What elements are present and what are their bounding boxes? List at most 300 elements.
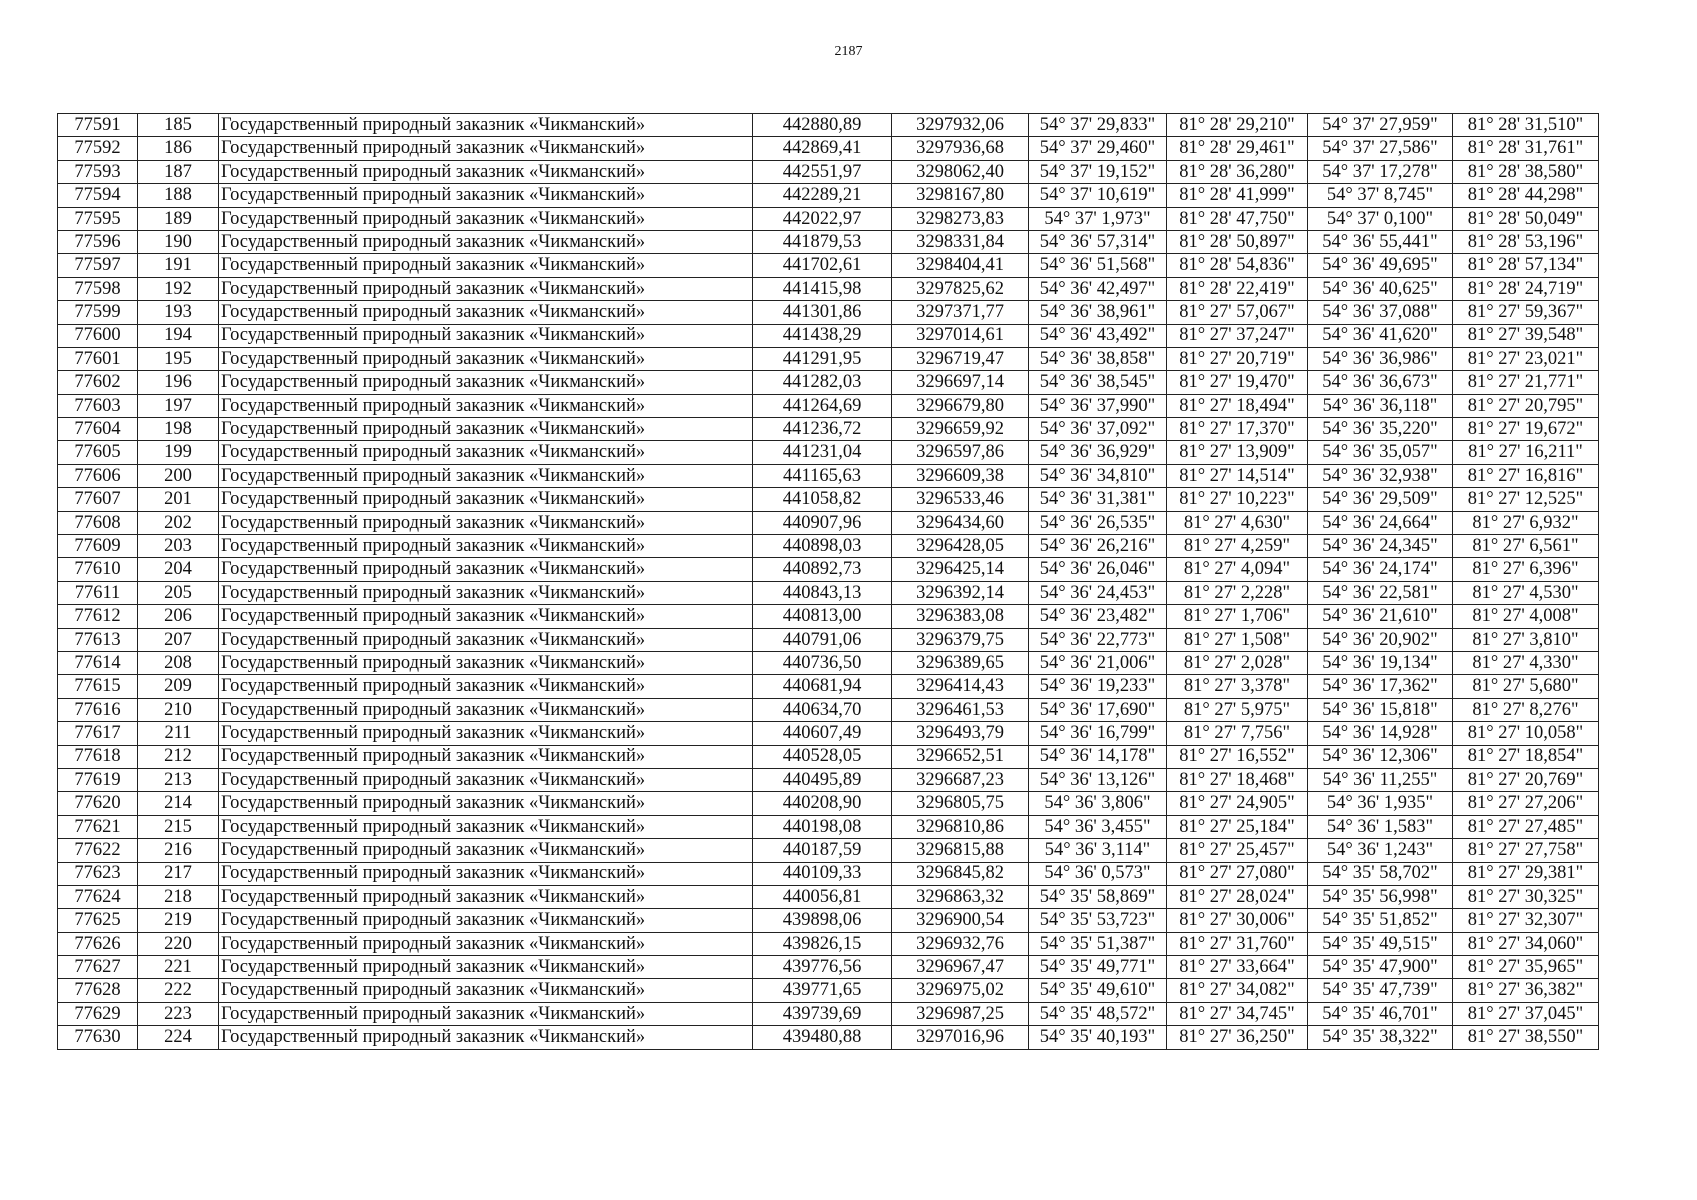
cell-longitude-1: 81° 27' 34,082": [1167, 979, 1308, 1002]
cell-record-id: 77629: [58, 1002, 138, 1025]
cell-longitude-2: 81° 27' 38,550": [1453, 1026, 1599, 1049]
cell-coord-y: 3296609,38: [892, 464, 1029, 487]
table-row: [58, 558, 1599, 581]
cell-latitude-1: 54° 36' 26,216": [1029, 535, 1167, 558]
cell-latitude-1: 54° 36' 37,092": [1029, 418, 1167, 441]
table-row: [58, 932, 1599, 955]
table-row: [58, 628, 1599, 651]
cell-longitude-1: 81° 27' 16,552": [1167, 745, 1308, 768]
cell-record-id: 77616: [58, 698, 138, 721]
cell-latitude-1: 54° 36' 26,535": [1029, 511, 1167, 534]
cell-coord-x: 441415,98: [753, 277, 892, 300]
cell-reserve-name: Государственный природный заказник «Чикманский»: [219, 347, 753, 370]
cell-reserve-name: Государственный природный заказник «Чикманский»: [219, 792, 753, 815]
cell-longitude-2: 81° 27' 6,396": [1453, 558, 1599, 581]
cell-coord-y: 3296493,79: [892, 722, 1029, 745]
cell-coord-x: 440791,06: [753, 628, 892, 651]
cell-longitude-1: 81° 27' 1,706": [1167, 605, 1308, 628]
cell-longitude-2: 81° 27' 27,758": [1453, 839, 1599, 862]
cell-point-number: 215: [138, 815, 219, 838]
cell-point-number: 193: [138, 301, 219, 324]
cell-longitude-2: 81° 27' 27,206": [1453, 792, 1599, 815]
cell-coord-y: 3296659,92: [892, 418, 1029, 441]
cell-point-number: 211: [138, 722, 219, 745]
cell-reserve-name: Государственный природный заказник «Чикманский»: [219, 114, 753, 137]
cell-point-number: 185: [138, 114, 219, 137]
table-row: [58, 371, 1599, 394]
cell-latitude-2: 54° 36' 24,345": [1308, 535, 1453, 558]
cell-latitude-2: 54° 36' 41,620": [1308, 324, 1453, 347]
cell-coord-x: 440898,03: [753, 535, 892, 558]
cell-longitude-2: 81° 27' 29,381": [1453, 862, 1599, 885]
cell-latitude-2: 54° 37' 27,959": [1308, 114, 1453, 137]
cell-longitude-1: 81° 28' 36,280": [1167, 160, 1308, 183]
cell-point-number: 198: [138, 418, 219, 441]
cell-latitude-2: 54° 36' 12,306": [1308, 745, 1453, 768]
cell-latitude-2: 54° 36' 49,695": [1308, 254, 1453, 277]
table-row: [58, 675, 1599, 698]
cell-record-id: 77596: [58, 230, 138, 253]
cell-coord-y: 3296679,80: [892, 394, 1029, 417]
cell-coord-y: 3296392,14: [892, 581, 1029, 604]
cell-longitude-1: 81° 27' 24,905": [1167, 792, 1308, 815]
cell-point-number: 204: [138, 558, 219, 581]
cell-latitude-2: 54° 36' 35,057": [1308, 441, 1453, 464]
cell-record-id: 77613: [58, 628, 138, 651]
cell-longitude-1: 81° 27' 14,514": [1167, 464, 1308, 487]
cell-latitude-1: 54° 36' 22,773": [1029, 628, 1167, 651]
cell-longitude-2: 81° 27' 36,382": [1453, 979, 1599, 1002]
cell-coord-y: 3296987,25: [892, 1002, 1029, 1025]
cell-latitude-2: 54° 36' 1,935": [1308, 792, 1453, 815]
cell-coord-y: 3297014,61: [892, 324, 1029, 347]
cell-coord-y: 3297016,96: [892, 1026, 1029, 1049]
table-row: [58, 979, 1599, 1002]
cell-reserve-name: Государственный природный заказник «Чикманский»: [219, 558, 753, 581]
cell-coord-x: 440109,33: [753, 862, 892, 885]
cell-latitude-1: 54° 36' 17,690": [1029, 698, 1167, 721]
cell-latitude-1: 54° 37' 10,619": [1029, 184, 1167, 207]
cell-latitude-2: 54° 37' 0,100": [1308, 207, 1453, 230]
cell-record-id: 77608: [58, 511, 138, 534]
cell-reserve-name: Государственный природный заказник «Чикманский»: [219, 722, 753, 745]
cell-coord-y: 3296697,14: [892, 371, 1029, 394]
cell-latitude-2: 54° 36' 36,986": [1308, 347, 1453, 370]
table-row: [58, 207, 1599, 230]
cell-coord-y: 3296597,86: [892, 441, 1029, 464]
cell-record-id: 77603: [58, 394, 138, 417]
cell-latitude-2: 54° 36' 24,174": [1308, 558, 1453, 581]
cell-latitude-1: 54° 37' 19,152": [1029, 160, 1167, 183]
cell-point-number: 186: [138, 137, 219, 160]
cell-longitude-2: 81° 27' 59,367": [1453, 301, 1599, 324]
cell-coord-y: 3296975,02: [892, 979, 1029, 1002]
cell-coord-x: 439480,88: [753, 1026, 892, 1049]
cell-coord-y: 3298273,83: [892, 207, 1029, 230]
cell-latitude-1: 54° 36' 57,314": [1029, 230, 1167, 253]
cell-coord-y: 3296810,86: [892, 815, 1029, 838]
cell-point-number: 194: [138, 324, 219, 347]
cell-longitude-2: 81° 27' 16,211": [1453, 441, 1599, 464]
cell-record-id: 77625: [58, 909, 138, 932]
cell-reserve-name: Государственный природный заказник «Чикманский»: [219, 137, 753, 160]
cell-latitude-1: 54° 36' 31,381": [1029, 488, 1167, 511]
cell-coord-x: 440813,00: [753, 605, 892, 628]
cell-record-id: 77594: [58, 184, 138, 207]
cell-latitude-2: 54° 36' 24,664": [1308, 511, 1453, 534]
cell-point-number: 191: [138, 254, 219, 277]
cell-latitude-1: 54° 37' 1,973": [1029, 207, 1167, 230]
cell-coord-x: 439826,15: [753, 932, 892, 955]
cell-record-id: 77618: [58, 745, 138, 768]
cell-point-number: 219: [138, 909, 219, 932]
cell-longitude-1: 81° 27' 34,745": [1167, 1002, 1308, 1025]
cell-coord-y: 3296967,47: [892, 956, 1029, 979]
cell-latitude-2: 54° 35' 47,739": [1308, 979, 1453, 1002]
cell-latitude-1: 54° 36' 24,453": [1029, 581, 1167, 604]
cell-coord-x: 441264,69: [753, 394, 892, 417]
cell-longitude-1: 81° 27' 31,760": [1167, 932, 1308, 955]
cell-latitude-1: 54° 36' 0,573": [1029, 862, 1167, 885]
cell-coord-y: 3296719,47: [892, 347, 1029, 370]
cell-reserve-name: Государственный природный заказник «Чикманский»: [219, 277, 753, 300]
cell-latitude-1: 54° 36' 26,046": [1029, 558, 1167, 581]
cell-latitude-2: 54° 36' 17,362": [1308, 675, 1453, 698]
cell-coord-y: 3296425,14: [892, 558, 1029, 581]
cell-point-number: 218: [138, 885, 219, 908]
cell-longitude-1: 81° 28' 54,836": [1167, 254, 1308, 277]
cell-coord-x: 442880,89: [753, 114, 892, 137]
cell-latitude-2: 54° 35' 46,701": [1308, 1002, 1453, 1025]
cell-point-number: 203: [138, 535, 219, 558]
cell-reserve-name: Государственный природный заказник «Чикманский»: [219, 394, 753, 417]
cell-coord-y: 3296863,32: [892, 885, 1029, 908]
cell-latitude-1: 54° 36' 38,961": [1029, 301, 1167, 324]
cell-point-number: 200: [138, 464, 219, 487]
table-row: [58, 909, 1599, 932]
cell-longitude-1: 81° 27' 19,470": [1167, 371, 1308, 394]
cell-latitude-2: 54° 35' 38,322": [1308, 1026, 1453, 1049]
table-row: [58, 301, 1599, 324]
cell-coord-x: 440843,13: [753, 581, 892, 604]
table-row: [58, 768, 1599, 791]
cell-record-id: 77611: [58, 581, 138, 604]
cell-coord-x: 440634,70: [753, 698, 892, 721]
cell-longitude-2: 81° 27' 20,769": [1453, 768, 1599, 791]
cell-latitude-1: 54° 37' 29,833": [1029, 114, 1167, 137]
cell-reserve-name: Государственный природный заказник «Чикманский»: [219, 160, 753, 183]
cell-coord-x: 440681,94: [753, 675, 892, 698]
cell-longitude-2: 81° 27' 5,680": [1453, 675, 1599, 698]
table-row: [58, 488, 1599, 511]
cell-reserve-name: Государственный природный заказник «Чикманский»: [219, 254, 753, 277]
page-number: 2187: [834, 44, 863, 59]
cell-latitude-2: 54° 35' 49,515": [1308, 932, 1453, 955]
cell-record-id: 77605: [58, 441, 138, 464]
cell-reserve-name: Государственный природный заказник «Чикманский»: [219, 207, 753, 230]
cell-longitude-1: 81° 27' 18,494": [1167, 394, 1308, 417]
cell-latitude-2: 54° 37' 8,745": [1308, 184, 1453, 207]
table-row: [58, 792, 1599, 815]
cell-point-number: 202: [138, 511, 219, 534]
cell-point-number: 196: [138, 371, 219, 394]
cell-point-number: 221: [138, 956, 219, 979]
cell-coord-x: 440187,59: [753, 839, 892, 862]
cell-record-id: 77597: [58, 254, 138, 277]
cell-reserve-name: Государственный природный заказник «Чикманский»: [219, 371, 753, 394]
cell-point-number: 189: [138, 207, 219, 230]
cell-longitude-2: 81° 27' 3,810": [1453, 628, 1599, 651]
table-row: [58, 956, 1599, 979]
cell-coord-x: 439776,56: [753, 956, 892, 979]
cell-longitude-2: 81° 27' 21,771": [1453, 371, 1599, 394]
cell-latitude-1: 54° 37' 29,460": [1029, 137, 1167, 160]
cell-longitude-2: 81° 27' 35,965": [1453, 956, 1599, 979]
cell-latitude-2: 54° 36' 35,220": [1308, 418, 1453, 441]
cell-latitude-2: 54° 36' 1,243": [1308, 839, 1453, 862]
table-row: [58, 722, 1599, 745]
cell-latitude-1: 54° 36' 3,114": [1029, 839, 1167, 862]
cell-reserve-name: Государственный природный заказник «Чикманский»: [219, 464, 753, 487]
cell-reserve-name: Государственный природный заказник «Чикманский»: [219, 768, 753, 791]
cell-longitude-2: 81° 27' 6,932": [1453, 511, 1599, 534]
cell-point-number: 216: [138, 839, 219, 862]
table-row: [58, 698, 1599, 721]
cell-record-id: 77612: [58, 605, 138, 628]
cell-record-id: 77610: [58, 558, 138, 581]
cell-record-id: 77601: [58, 347, 138, 370]
cell-coord-x: 440198,08: [753, 815, 892, 838]
cell-latitude-1: 54° 36' 13,126": [1029, 768, 1167, 791]
cell-longitude-1: 81° 28' 41,999": [1167, 184, 1308, 207]
cell-coord-y: 3296461,53: [892, 698, 1029, 721]
cell-point-number: 209: [138, 675, 219, 698]
cell-coord-x: 440208,90: [753, 792, 892, 815]
cell-latitude-1: 54° 35' 51,387": [1029, 932, 1167, 955]
cell-record-id: 77615: [58, 675, 138, 698]
table-row: [58, 885, 1599, 908]
cell-latitude-2: 54° 36' 20,902": [1308, 628, 1453, 651]
cell-reserve-name: Государственный природный заказник «Чикманский»: [219, 301, 753, 324]
cell-coord-x: 441291,95: [753, 347, 892, 370]
table-row: [58, 1002, 1599, 1025]
cell-longitude-1: 81° 27' 28,024": [1167, 885, 1308, 908]
cell-latitude-2: 54° 36' 40,625": [1308, 277, 1453, 300]
cell-coord-y: 3296533,46: [892, 488, 1029, 511]
cell-longitude-2: 81° 27' 12,525": [1453, 488, 1599, 511]
cell-longitude-2: 81° 27' 6,561": [1453, 535, 1599, 558]
cell-latitude-1: 54° 36' 34,810": [1029, 464, 1167, 487]
cell-record-id: 77595: [58, 207, 138, 230]
table-row: [58, 394, 1599, 417]
table-row: [58, 745, 1599, 768]
cell-longitude-1: 81° 27' 17,370": [1167, 418, 1308, 441]
cell-longitude-2: 81° 28' 24,719": [1453, 277, 1599, 300]
cell-point-number: 213: [138, 768, 219, 791]
cell-record-id: 77607: [58, 488, 138, 511]
table-body: [58, 114, 1599, 1050]
cell-longitude-1: 81° 27' 25,457": [1167, 839, 1308, 862]
cell-coord-y: 3296434,60: [892, 511, 1029, 534]
cell-longitude-2: 81° 27' 16,816": [1453, 464, 1599, 487]
cell-longitude-1: 81° 27' 20,719": [1167, 347, 1308, 370]
cell-point-number: 212: [138, 745, 219, 768]
cell-coord-y: 3298167,80: [892, 184, 1029, 207]
cell-longitude-1: 81° 28' 29,461": [1167, 137, 1308, 160]
cell-longitude-1: 81° 27' 5,975": [1167, 698, 1308, 721]
cell-coord-y: 3296652,51: [892, 745, 1029, 768]
table-row: [58, 230, 1599, 253]
cell-longitude-1: 81° 27' 4,094": [1167, 558, 1308, 581]
cell-latitude-1: 54° 35' 49,771": [1029, 956, 1167, 979]
cell-point-number: 220: [138, 932, 219, 955]
cell-coord-y: 3298062,40: [892, 160, 1029, 183]
cell-latitude-2: 54° 36' 32,938": [1308, 464, 1453, 487]
cell-longitude-1: 81° 27' 30,006": [1167, 909, 1308, 932]
cell-point-number: 222: [138, 979, 219, 1002]
cell-longitude-2: 81° 28' 44,298": [1453, 184, 1599, 207]
cell-coord-x: 440736,50: [753, 651, 892, 674]
cell-latitude-2: 54° 36' 37,088": [1308, 301, 1453, 324]
cell-coord-y: 3296383,08: [892, 605, 1029, 628]
cell-reserve-name: Государственный природный заказник «Чикманский»: [219, 441, 753, 464]
cell-point-number: 210: [138, 698, 219, 721]
cell-point-number: 223: [138, 1002, 219, 1025]
cell-latitude-2: 54° 36' 15,818": [1308, 698, 1453, 721]
cell-latitude-1: 54° 36' 38,858": [1029, 347, 1167, 370]
cell-longitude-1: 81° 27' 25,184": [1167, 815, 1308, 838]
table-row: [58, 651, 1599, 674]
cell-record-id: 77609: [58, 535, 138, 558]
cell-latitude-1: 54° 36' 51,568": [1029, 254, 1167, 277]
table-row: [58, 254, 1599, 277]
cell-longitude-2: 81° 27' 18,854": [1453, 745, 1599, 768]
cell-latitude-1: 54° 36' 42,497": [1029, 277, 1167, 300]
cell-reserve-name: Государственный природный заказник «Чикманский»: [219, 839, 753, 862]
cell-coord-y: 3296932,76: [892, 932, 1029, 955]
cell-longitude-2: 81° 27' 23,021": [1453, 347, 1599, 370]
cell-coord-x: 441879,53: [753, 230, 892, 253]
cell-latitude-2: 54° 36' 36,118": [1308, 394, 1453, 417]
cell-coord-y: 3297936,68: [892, 137, 1029, 160]
cell-coord-x: 441702,61: [753, 254, 892, 277]
cell-record-id: 77628: [58, 979, 138, 1002]
cell-latitude-1: 54° 36' 3,455": [1029, 815, 1167, 838]
cell-point-number: 187: [138, 160, 219, 183]
cell-longitude-1: 81° 27' 2,028": [1167, 651, 1308, 674]
cell-longitude-2: 81° 28' 31,510": [1453, 114, 1599, 137]
cell-reserve-name: Государственный природный заказник «Чикманский»: [219, 488, 753, 511]
cell-record-id: 77602: [58, 371, 138, 394]
cell-longitude-2: 81° 28' 57,134": [1453, 254, 1599, 277]
cell-longitude-1: 81° 27' 1,508": [1167, 628, 1308, 651]
cell-latitude-2: 54° 35' 56,998": [1308, 885, 1453, 908]
cell-record-id: 77624: [58, 885, 138, 908]
cell-latitude-2: 54° 37' 17,278": [1308, 160, 1453, 183]
cell-latitude-1: 54° 36' 38,545": [1029, 371, 1167, 394]
cell-coord-x: 441165,63: [753, 464, 892, 487]
cell-longitude-2: 81° 28' 38,580": [1453, 160, 1599, 183]
table-row: [58, 862, 1599, 885]
table-row: [58, 1026, 1599, 1049]
cell-longitude-2: 81° 27' 39,548": [1453, 324, 1599, 347]
cell-latitude-1: 54° 36' 16,799": [1029, 722, 1167, 745]
cell-record-id: 77627: [58, 956, 138, 979]
table-row: [58, 511, 1599, 534]
cell-longitude-1: 81° 27' 4,259": [1167, 535, 1308, 558]
cell-latitude-2: 54° 36' 14,928": [1308, 722, 1453, 745]
table-row: [58, 418, 1599, 441]
cell-latitude-2: 54° 36' 36,673": [1308, 371, 1453, 394]
cell-record-id: 77619: [58, 768, 138, 791]
cell-latitude-2: 54° 36' 22,581": [1308, 581, 1453, 604]
cell-longitude-1: 81° 27' 27,080": [1167, 862, 1308, 885]
cell-latitude-2: 54° 36' 29,509": [1308, 488, 1453, 511]
cell-longitude-2: 81° 27' 10,058": [1453, 722, 1599, 745]
table-row: [58, 441, 1599, 464]
cell-coord-x: 439739,69: [753, 1002, 892, 1025]
cell-latitude-2: 54° 36' 1,583": [1308, 815, 1453, 838]
cell-point-number: 188: [138, 184, 219, 207]
cell-latitude-2: 54° 35' 47,900": [1308, 956, 1453, 979]
cell-point-number: 197: [138, 394, 219, 417]
cell-coord-x: 441058,82: [753, 488, 892, 511]
cell-latitude-1: 54° 36' 23,482": [1029, 605, 1167, 628]
cell-coord-y: 3296379,75: [892, 628, 1029, 651]
cell-longitude-1: 81° 27' 37,247": [1167, 324, 1308, 347]
cell-point-number: 205: [138, 581, 219, 604]
cell-longitude-2: 81° 27' 30,325": [1453, 885, 1599, 908]
cell-point-number: 224: [138, 1026, 219, 1049]
cell-reserve-name: Государственный природный заказник «Чикманский»: [219, 698, 753, 721]
cell-coord-y: 3296389,65: [892, 651, 1029, 674]
table-row: [58, 184, 1599, 207]
cell-coord-x: 441301,86: [753, 301, 892, 324]
cell-coord-y: 3296414,43: [892, 675, 1029, 698]
cell-coord-y: 3298404,41: [892, 254, 1029, 277]
cell-point-number: 199: [138, 441, 219, 464]
cell-coord-x: 440607,49: [753, 722, 892, 745]
cell-coord-x: 441231,04: [753, 441, 892, 464]
cell-latitude-1: 54° 35' 49,610": [1029, 979, 1167, 1002]
cell-point-number: 201: [138, 488, 219, 511]
cell-longitude-2: 81° 27' 4,530": [1453, 581, 1599, 604]
cell-record-id: 77593: [58, 160, 138, 183]
cell-coord-x: 440495,89: [753, 768, 892, 791]
cell-longitude-2: 81° 27' 27,485": [1453, 815, 1599, 838]
cell-longitude-2: 81° 27' 37,045": [1453, 1002, 1599, 1025]
cell-longitude-1: 81° 28' 47,750": [1167, 207, 1308, 230]
cell-coord-x: 442551,97: [753, 160, 892, 183]
cell-reserve-name: Государственный природный заказник «Чикманский»: [219, 535, 753, 558]
cell-latitude-1: 54° 35' 40,193": [1029, 1026, 1167, 1049]
cell-coord-x: 440907,96: [753, 511, 892, 534]
cell-reserve-name: Государственный природный заказник «Чикманский»: [219, 815, 753, 838]
cell-longitude-2: 81° 27' 19,672": [1453, 418, 1599, 441]
cell-longitude-1: 81° 27' 2,228": [1167, 581, 1308, 604]
cell-reserve-name: Государственный природный заказник «Чикманский»: [219, 324, 753, 347]
cell-longitude-2: 81° 28' 31,761": [1453, 137, 1599, 160]
cell-coord-y: 3296687,23: [892, 768, 1029, 791]
cell-latitude-1: 54° 36' 3,806": [1029, 792, 1167, 815]
cell-point-number: 192: [138, 277, 219, 300]
table-row: [58, 605, 1599, 628]
cell-longitude-1: 81° 27' 4,630": [1167, 511, 1308, 534]
cell-record-id: 77630: [58, 1026, 138, 1049]
cell-latitude-2: 54° 36' 11,255": [1308, 768, 1453, 791]
table-row: [58, 815, 1599, 838]
cell-reserve-name: Государственный природный заказник «Чикманский»: [219, 862, 753, 885]
